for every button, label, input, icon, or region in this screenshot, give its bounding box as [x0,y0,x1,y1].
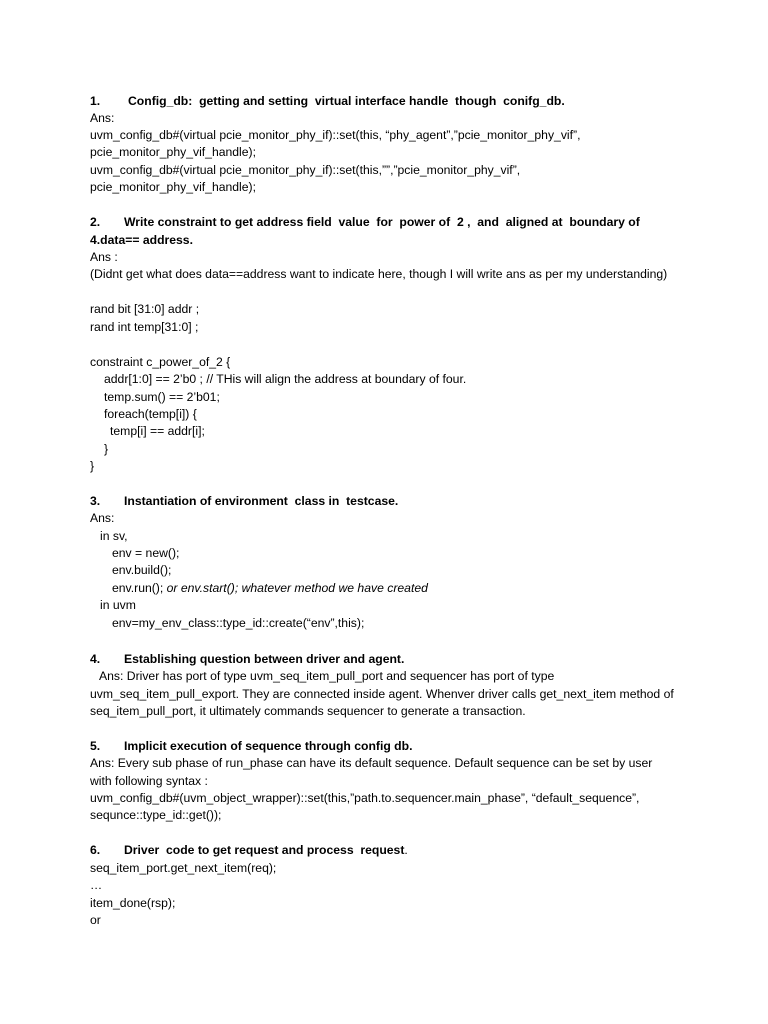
q2-line-6: temp.sum() == 2’b01; [104,390,220,404]
q3-line-5: or env.start(); whatever method we have created [166,581,428,595]
q6-line-3: or [90,913,101,927]
q3-title: Instantiation of environment class in testcase. [124,494,399,508]
q4-number: 4. [90,652,101,666]
q2-number: 2. [90,215,101,229]
q3-number: 3. [90,494,101,508]
q2-line-10: } [90,459,95,473]
q1-line-3: uvm_config_db#(virtual pcie_monitor_phy_if)::set(this,””,”pcie_monitor_phy_vif”, [90,163,521,177]
q3-line-4-wrap [112,580,428,597]
q3-heading [90,493,398,510]
q2-line-1: (Didnt get what does data==address want to indicate here, though I will write ans as per my understanding) [90,267,668,281]
q5-line-2: uvm_config_db#(uvm_object_wrapper)::set(this,”path.to.sequencer.main_phase”, “default_sequence”, [90,791,640,805]
q5-line-3: sequnce::type_id::get()); [90,808,222,822]
q2-line-8: temp[i] == addr[i]; [110,424,205,438]
q3-line-2: env = new(); [112,546,180,560]
q3-line-7: env=my_env_class::type_id::create(“env”,this); [112,616,365,630]
q5-heading [90,738,412,755]
q2-line-0: Ans : [90,250,118,264]
q6-line-2: item_done(rsp); [90,896,176,910]
q2-line-3: rand int temp[31:0] ; [90,320,199,334]
q3-line-1: in sv, [100,529,128,543]
q6-number: 6. [90,843,101,857]
q6-heading [90,842,408,859]
q6-line-1: … [90,878,103,892]
q2-heading [90,214,640,231]
q6-title: Driver code to get request and process request [124,843,405,857]
q1-heading [90,93,565,110]
q1-line-2: pcie_monitor_phy_vif_handle); [90,145,256,159]
q2-line-5: addr[1:0] == 2’b0 ; // THis will align the address at boundary of four. [104,372,467,386]
q2-line-2: rand bit [31:0] addr ; [90,302,200,316]
q4-line-0: Ans: Driver has port of type uvm_seq_item_pull_port and sequencer has port of type [99,669,555,683]
q4-line-1: uvm_seq_item_pull_export. They are connected inside agent. Whenver driver calls get_next_item method of [90,687,674,701]
q6-line-0: seq_item_port.get_next_item(req); [90,861,277,875]
q2-line-4: constraint c_power_of_2 { [90,355,231,369]
q4-heading [90,651,404,668]
q2-title-line1: Write constraint to get address field value for power of 2 , and aligned at boundary of [124,215,640,229]
q2-line-9: } [104,442,109,456]
q4-title: Establishing question between driver and agent. [124,652,405,666]
q3-line-3: env.build(); [112,563,172,577]
q1-line-4: pcie_monitor_phy_vif_handle); [90,180,256,194]
q1-number: 1. [90,94,101,108]
q5-title: Implicit execution of sequence through config db. [124,739,413,753]
q3-line-4: env.run(); [112,581,164,595]
q3-line-0: Ans: [90,511,115,525]
q1-line-0: Ans: [90,111,115,125]
q2-line-7: foreach(temp[i]) { [104,407,197,421]
q5-line-1: with following syntax : [90,774,208,788]
q4-line-2: seq_item_pull_port, it ultimately commands sequencer to generate a transaction. [90,704,526,718]
q5-line-0: Ans: Every sub phase of run_phase can have its default sequence. Default sequence can be set by user [90,756,653,770]
q2-title-line2: 4.data== address. [90,233,193,247]
q1-line-1: uvm_config_db#(virtual pcie_monitor_phy_if)::set(this, “phy_agent”,”pcie_monitor_phy_vif”, [90,128,581,142]
q5-number: 5. [90,739,101,753]
q3-line-6: in uvm [100,598,136,612]
q1-title: Config_db: getting and setting virtual interface handle though conifg_db. [128,94,565,108]
q6-title-tail: . [404,843,408,857]
